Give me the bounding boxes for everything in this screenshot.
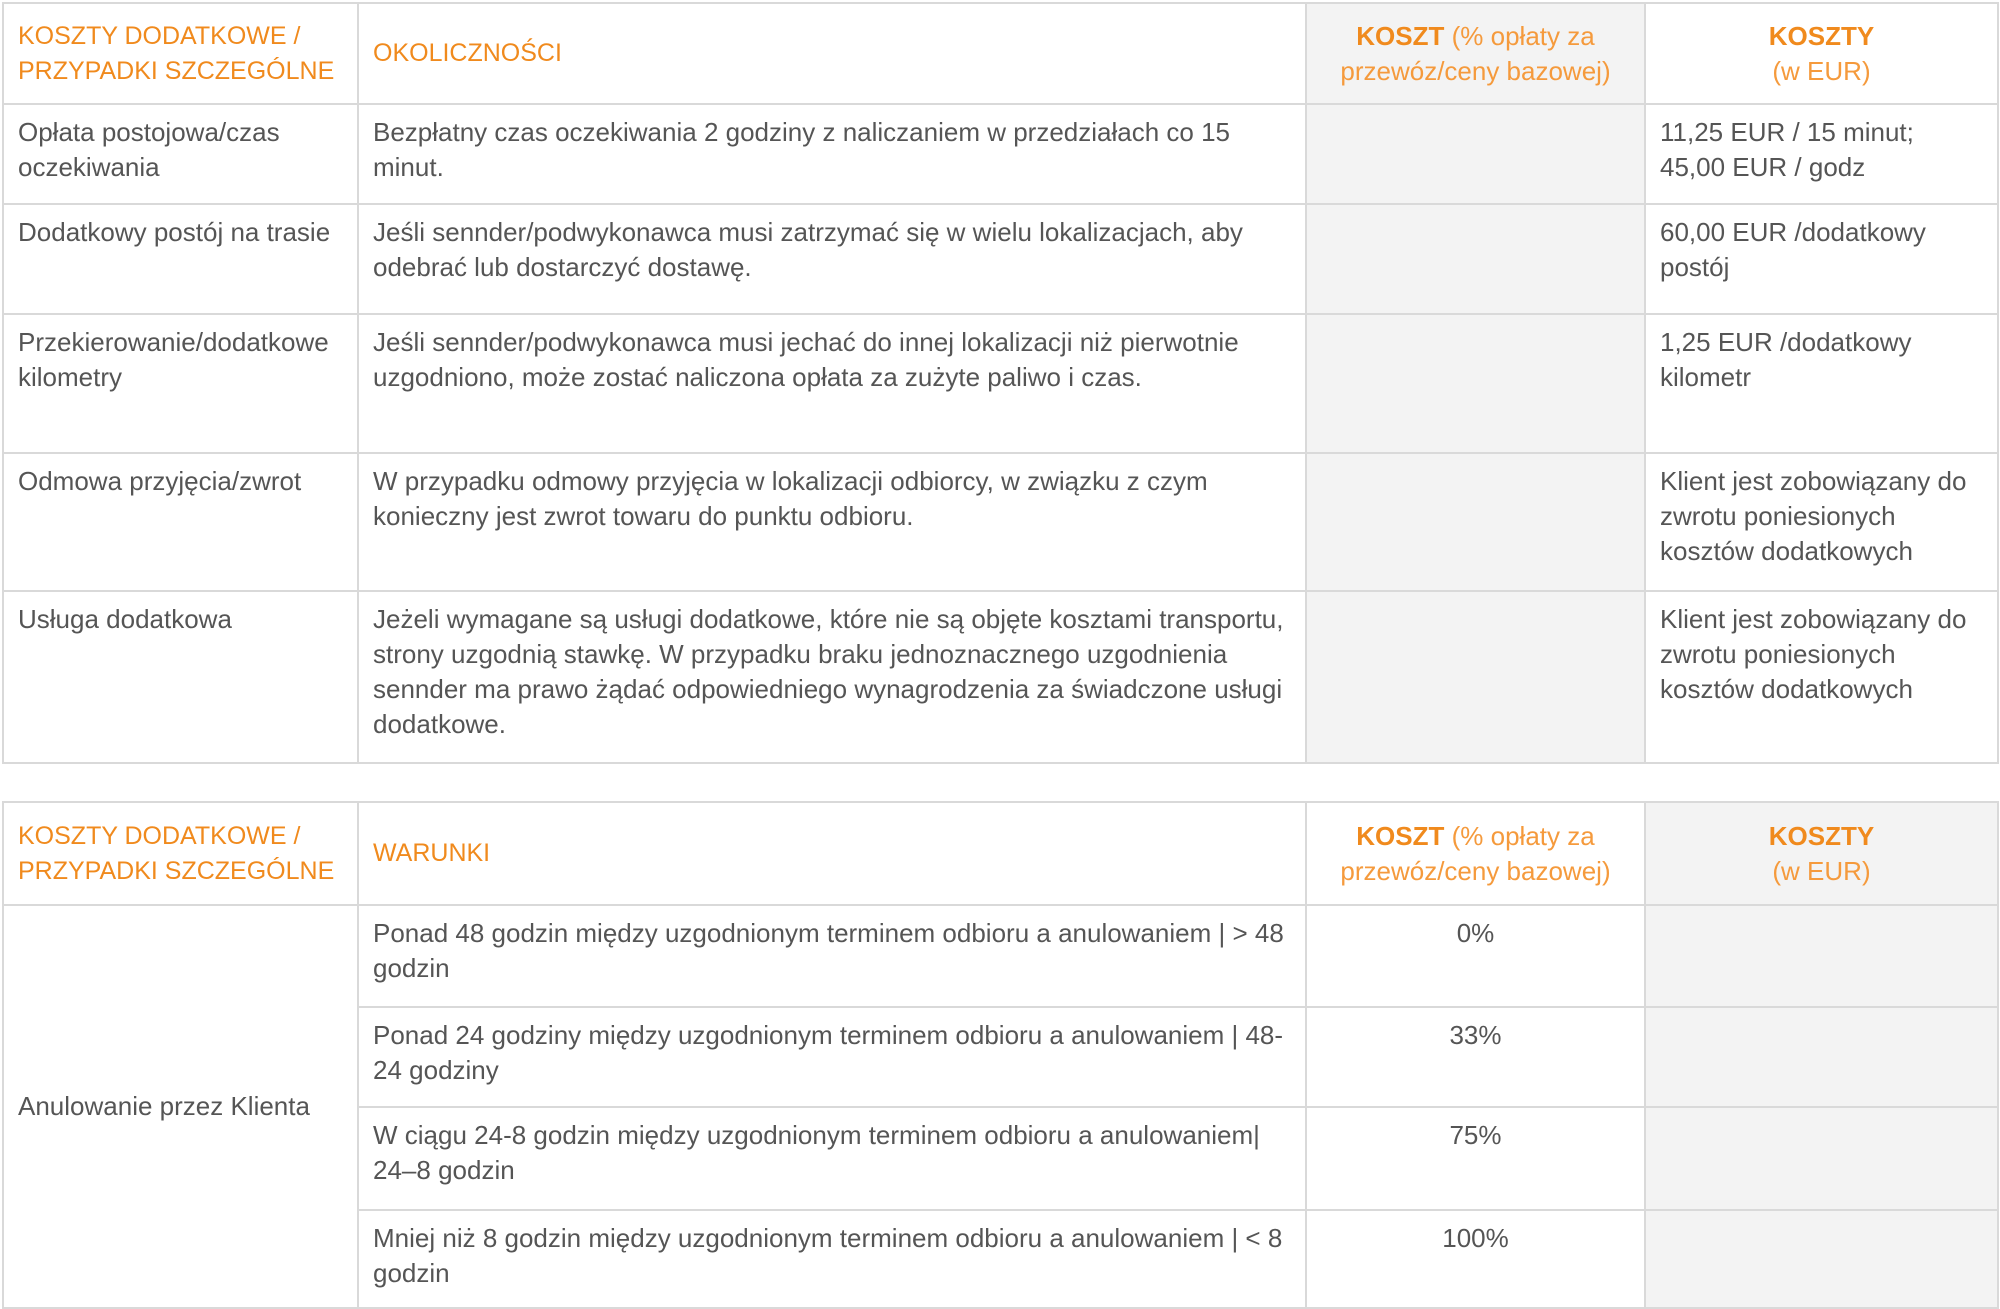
table-header-row xyxy=(3,3,1998,104)
row-condition: Ponad 48 godzin między uzgodnionym terminem odbioru a anulowaniem | > 48 godzin xyxy=(358,905,1306,1007)
row-cost-pct: 0% xyxy=(1306,905,1645,1007)
row-circumstances: Bezpłatny czas oczekiwania 2 godziny z naliczaniem w przedziałach co 15 minut. xyxy=(358,104,1306,204)
row-cost-pct: 100% xyxy=(1306,1210,1645,1308)
header-cost-eur-light: (w EUR) xyxy=(1772,855,1871,886)
header-cost-eur-bold: KOSZTY xyxy=(1768,20,1875,51)
row-condition: Mniej niż 8 godzin między uzgodnionym terminem odbioru a anulowaniem | < 8 godzin xyxy=(358,1210,1306,1308)
row-circumstances: Jeśli sennder/podwykonawca musi jechać do innej lokalizacji niż pierwotnie uzgodniono, może zostać naliczona opłata za zużyte paliwo i czas. xyxy=(358,314,1306,453)
row-case: Przekierowanie/dodatkowe kilometry xyxy=(3,314,358,453)
cancellation-costs-table xyxy=(2,801,1999,1309)
table-header-row xyxy=(3,802,1998,905)
header-case xyxy=(3,802,358,905)
header-cost-pct-light: (% opłaty za przewóz/ceny bazowej) xyxy=(1340,20,1611,86)
row-condition: Ponad 24 godziny między uzgodnionym terminem odbioru a anulowaniem | 48-24 godziny xyxy=(358,1007,1306,1107)
row-cost-pct xyxy=(1306,314,1645,453)
row-cost-eur xyxy=(1645,1210,1998,1308)
row-circumstances: Jeżeli wymagane są usługi dodatkowe, które nie są objęte kosztami transportu, strony uzgodnią stawkę. W przypadku braku jednoznacznego uzgodnienia sennder ma prawo żądać odpowiedniego wynagrodzenia za świadczone usługi dodatkowe. xyxy=(358,591,1306,763)
table-row xyxy=(3,905,1998,1007)
header-conditions xyxy=(358,802,1306,905)
table-row xyxy=(3,314,1998,453)
row-cost-pct xyxy=(1306,204,1645,314)
header-cost-eur xyxy=(1645,802,1998,905)
header-cost-pct xyxy=(1306,3,1645,104)
header-cost-pct xyxy=(1306,802,1645,905)
header-circumstances-label: OKOLICZNOŚCI xyxy=(373,39,562,67)
row-cost-pct xyxy=(1306,104,1645,204)
row-cost-pct: 33% xyxy=(1306,1007,1645,1107)
header-conditions-label: WARUNKI xyxy=(373,839,491,867)
header-cost-pct-light: (% opłaty za przewóz/ceny bazowej) xyxy=(1340,820,1611,886)
row-case: Odmowa przyjęcia/zwrot xyxy=(3,453,358,591)
row-cost-eur: 1,25 EUR /dodatkowy kilometr xyxy=(1645,314,1998,453)
row-cost-pct: 75% xyxy=(1306,1107,1645,1210)
row-case: Dodatkowy postój na trasie xyxy=(3,204,358,314)
additional-costs-table xyxy=(2,2,1999,764)
row-cost-eur: 60,00 EUR /dodatkowy postój xyxy=(1645,204,1998,314)
table-row xyxy=(3,453,1998,591)
table-row xyxy=(3,204,1998,314)
header-case-label: KOSZTY DODATKOWE / PRZYPADKI SZCZEGÓLNE xyxy=(18,821,335,885)
header-case xyxy=(3,3,358,104)
row-cost-eur: 11,25 EUR / 15 minut; 45,00 EUR / godz xyxy=(1645,104,1998,204)
header-cost-pct-bold: KOSZT xyxy=(1356,820,1445,851)
row-cost-eur: Klient jest zobowiązany do zwrotu poniesionych kosztów dodatkowych xyxy=(1645,591,1998,763)
row-cost-eur xyxy=(1645,1107,1998,1210)
row-cost-eur xyxy=(1645,905,1998,1007)
header-case-label: KOSZTY DODATKOWE / PRZYPADKI SZCZEGÓLNE xyxy=(18,21,335,85)
row-case: Opłata postojowa/czas oczekiwania xyxy=(3,104,358,204)
header-circumstances xyxy=(358,3,1306,104)
header-cost-eur-bold: KOSZTY xyxy=(1768,820,1875,851)
row-circumstances: W przypadku odmowy przyjęcia w lokalizacji odbiorcy, w związku z czym konieczny jest zwrot towaru do punktu odbioru. xyxy=(358,453,1306,591)
header-cost-pct-bold: KOSZT xyxy=(1356,20,1445,51)
table-row xyxy=(3,104,1998,204)
row-cost-pct xyxy=(1306,591,1645,763)
header-cost-eur xyxy=(1645,3,1998,104)
row-cost-eur xyxy=(1645,1007,1998,1107)
table-row xyxy=(3,591,1998,763)
row-case: Anulowanie przez Klienta xyxy=(3,905,358,1308)
header-cost-eur-light: (w EUR) xyxy=(1772,55,1871,86)
row-cost-pct xyxy=(1306,453,1645,591)
row-circumstances: Jeśli sennder/podwykonawca musi zatrzymać się w wielu lokalizacjach, aby odebrać lub dostarczyć dostawę. xyxy=(358,204,1306,314)
row-cost-eur: Klient jest zobowiązany do zwrotu poniesionych kosztów dodatkowych xyxy=(1645,453,1998,591)
row-case: Usługa dodatkowa xyxy=(3,591,358,763)
row-condition: W ciągu 24-8 godzin między uzgodnionym terminem odbioru a anulowaniem| 24–8 godzin xyxy=(358,1107,1306,1210)
